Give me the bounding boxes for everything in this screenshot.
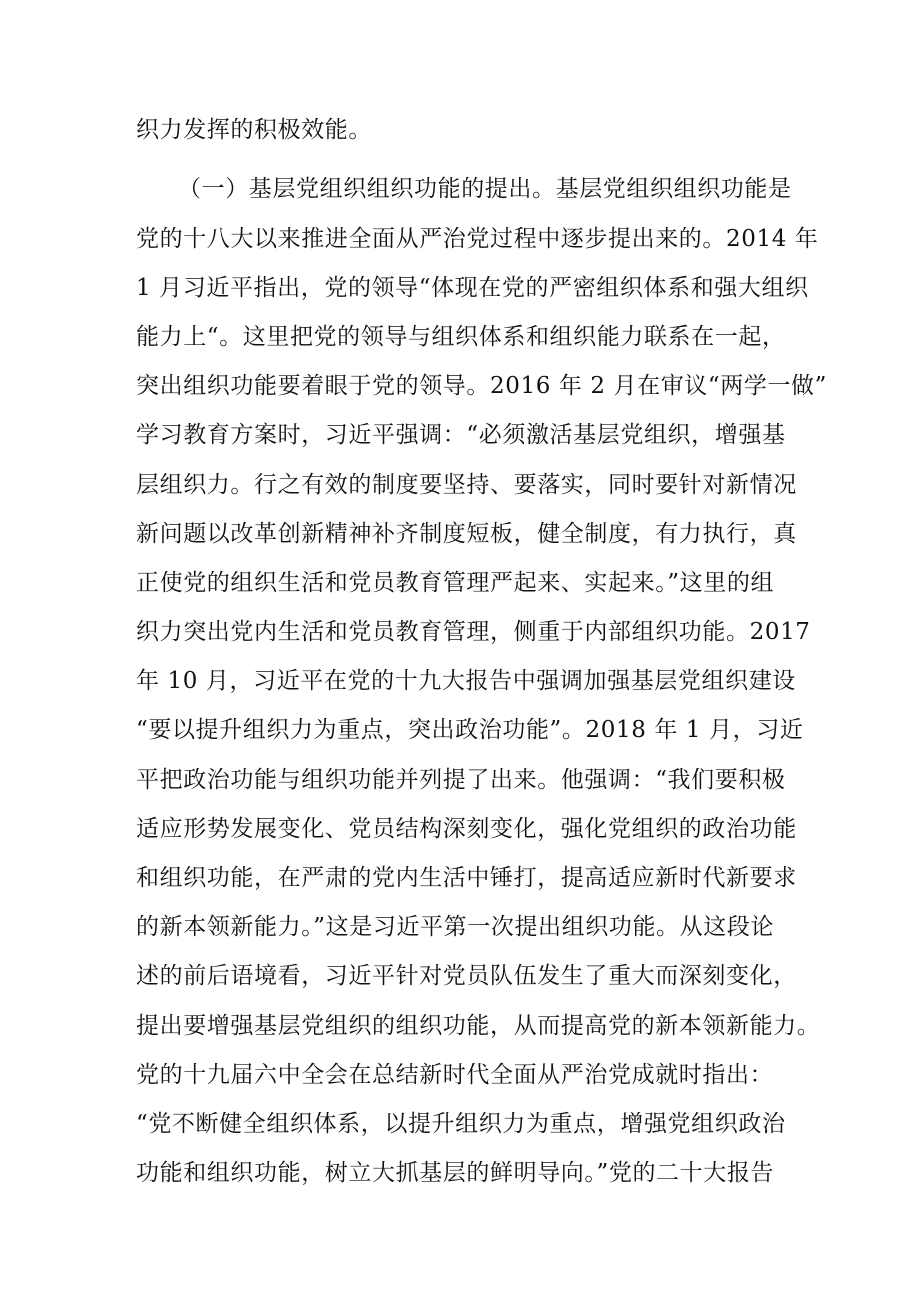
text-line: 和组织功能，在严肃的党内生活中锤打，提高适应新时代新要求 [136,865,797,891]
text-line: 年 10 月，习近平在党的十九大报告中强调加强基层党组织建设 [136,668,796,694]
text-line: 正使党的组织生活和党员教育管理严起来、实起来。”这里的组 [136,570,775,596]
text-line: 1 月习近平指出，党的领导“体现在党的严密组织体系和强大组织 [136,275,809,301]
text-line: 能力上“。这里把党的领导与组织体系和组织能力联系在一起， [136,324,786,350]
text-line: 学习教育方案时，习近平强调：“必须激活基层党组织，增强基 [136,422,786,448]
text-line: 的新本领新能力。”这是习近平第一次提出组织功能。从这段论 [136,914,775,940]
section-heading-line: （一）基层党组织组织功能的提出。基层党组织组织功能是 [178,176,792,202]
text-line: 突出组织功能要着眼于党的领导。2016 年 2 月在审议“两学一做” [136,373,828,399]
text-line: 织力发挥的积极效能。 [136,117,372,143]
text-line: “党不断健全组织体系，以提升组织力为重点，增强党组织政治 [136,1111,786,1137]
text-line: 适应形势发展变化、党员结构深刻变化，强化党组织的政治功能 [136,816,797,842]
text-line: “要以提升组织力为重点，突出政治功能”。2018 年 1 月，习近 [136,717,804,743]
text-line: 平把政治功能与组织功能并列提了出来。他强调：“我们要积极 [136,767,786,793]
text-line: 党的十八大以来推进全面从严治党过程中逐步提出来的。2014 年 [136,226,819,252]
text-line: 新问题以改革创新精神补齐制度短板，健全制度，有力执行，真 [136,521,797,547]
text-line: 功能和组织功能，树立大抓基层的鲜明导向。”党的二十大报告 [136,1160,775,1186]
text-line: 提出要增强基层党组织的组织功能，从而提高党的新本领新能力。 [136,1013,821,1039]
text-line: 党的十九届六中全会在总结新时代全面从严治党成就时指出： [136,1062,774,1088]
text-line: 织力突出党内生活和党员教育管理，侧重于内部组织功能。2017 [136,619,811,645]
text-line: 述的前后语境看，习近平针对党员队伍发生了重大而深刻变化， [136,963,797,989]
text-line: 层组织力。行之有效的制度要坚持、要落实，同时要针对新情况 [136,472,797,498]
